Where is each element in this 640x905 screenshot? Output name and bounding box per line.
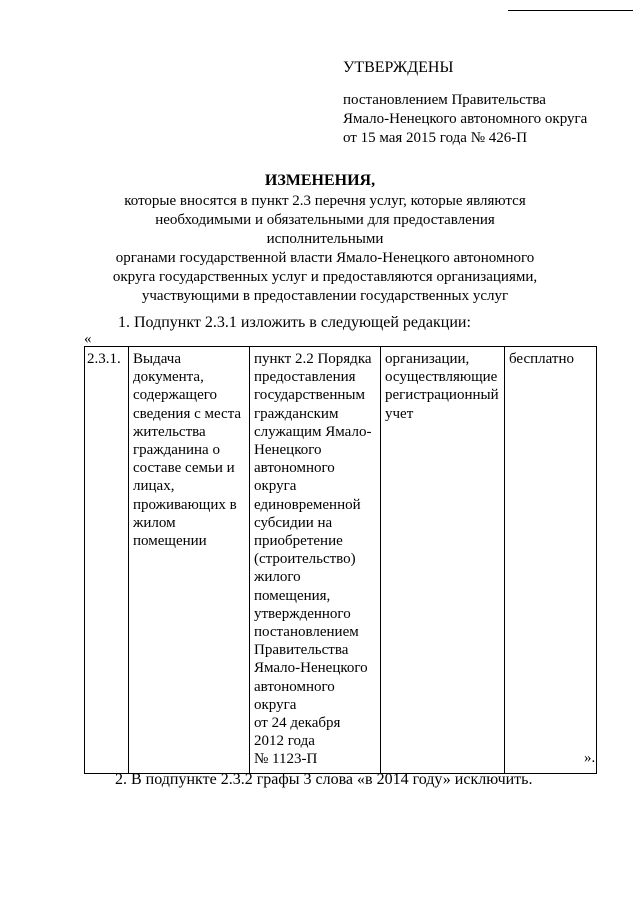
cell-line: предоставления [254,369,356,386]
cell-line: утвержденного [254,605,351,622]
cell-line: учет [385,405,414,422]
cell-line: единовременной [254,496,361,513]
cell-line: осуществляющие [385,369,498,386]
table-cell-organization [381,347,505,774]
approval-line: постановлением Правительства [343,92,546,108]
cell-line: Ямало-Ненецкого [254,660,368,677]
table-cell-cost [505,347,597,774]
cell-line: помещения, [254,587,331,604]
cell-line: автономного [254,678,335,695]
cell-line: округа [254,478,297,495]
subtitle-line: округа государственных услуг и предоставляются организациями, [112,269,538,285]
document-title: ИЗМЕНЕНИЯ, [264,172,376,189]
cell-line: государственным [254,387,365,404]
paragraph-2: 2. В подпункте 2.3.2 графы 3 слова «в 2014 году» исключить. [115,771,533,788]
subtitle-line: участвующими в предоставлении государственных услуг [141,288,509,304]
approval-line: Ямало-Ненецкого автономного округа [343,111,588,127]
cell-line: содержащего [133,387,218,404]
top-rule [508,10,633,11]
cell-line: 2.3.1. [87,351,121,367]
cell-line: документа, [133,369,204,386]
cell-line: Выдача [133,351,181,367]
subtitle-line: необходимыми и обязательными для предоставления исполнительными [155,212,495,247]
paragraph-1: 1. Подпункт 2.3.1 изложить в следующей редакции: [118,314,471,331]
cell-line: жительства [133,423,206,440]
cell-line: № 1123-П [254,751,318,768]
document-subtitle [100,192,550,306]
cell-line: пункт 2.2 Порядка [254,351,372,367]
open-quote: « [84,331,92,347]
cell-line: 2012 года [254,733,315,750]
close-quote: ». [584,750,596,766]
approval-block [343,58,587,148]
cell-line: служащим Ямало- [254,423,372,440]
cell-line: жилого [254,569,301,586]
cell-line: организации, [385,351,470,367]
cell-line: сведения с места [133,405,242,422]
cell-line: составе семьи и [133,460,235,477]
cell-line: лицах, [133,478,175,495]
approved-heading: УТВЕРЖДЕНЫ [343,59,454,76]
subtitle-line: органами государственной власти Ямало-Ненецкого автономного [115,250,535,266]
cell-line: приобретение [254,533,343,550]
table-row [85,347,597,774]
table-cell-basis [250,347,381,774]
cell-line: бесплатно [509,351,574,367]
subtitle-line: которые вносятся в пункт 2.3 перечня услуг, которые являются [124,193,526,209]
cell-line: помещении [133,533,207,550]
cell-line: гражданским [254,405,339,422]
table-cell-number [85,347,129,774]
cell-line: регистрационный [385,387,499,404]
amendment-table [84,346,597,774]
cell-line: жилом [133,514,176,531]
cell-line: (строительство) [254,551,356,568]
cell-line: округа [254,696,297,713]
cell-line: проживающих в [133,496,237,513]
cell-line: постановлением [254,624,359,641]
cell-line: от 24 декабря [254,715,341,732]
cell-line: гражданина о [133,442,220,459]
table-cell-document [129,347,250,774]
cell-line: Правительства [254,642,349,659]
cell-line: автономного [254,460,335,477]
cell-line: Ненецкого [254,442,322,459]
approval-line: от 15 мая 2015 года № 426-П [343,130,528,146]
cell-line: субсидии на [254,514,333,531]
